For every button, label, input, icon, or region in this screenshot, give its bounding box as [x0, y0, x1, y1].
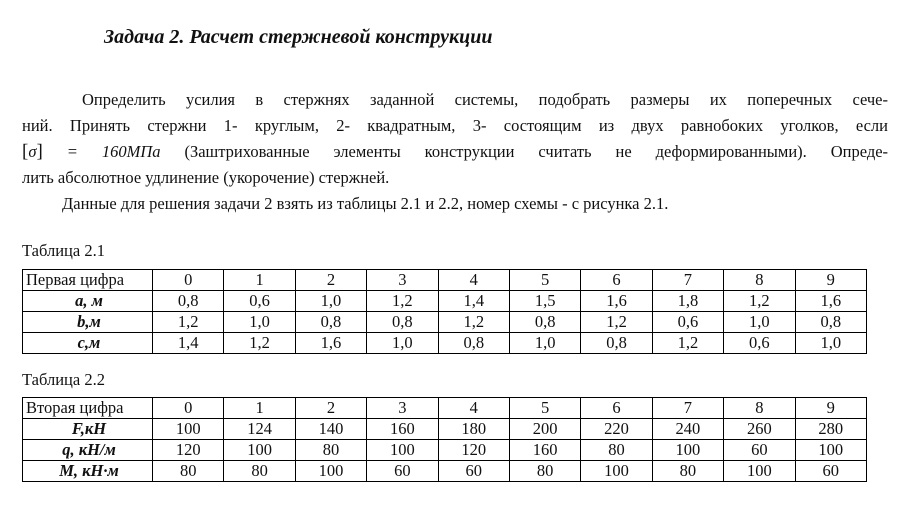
header-digit-cell: 2	[295, 270, 366, 291]
text-line: Данные для решения задачи 2 взять из таблицы 2.1 и 2.2, номер схемы - с рисунка 2.1.	[62, 194, 669, 213]
table-cell: 120	[438, 440, 509, 461]
table-cell: 100	[153, 419, 224, 440]
table-cell: 0,8	[795, 312, 866, 333]
table-row	[23, 291, 867, 312]
table-cell: 1,2	[581, 312, 652, 333]
table-cell: 1,6	[581, 291, 652, 312]
table-caption: Таблица 2.2	[22, 370, 105, 389]
table-cell: 100	[367, 440, 438, 461]
text-line: ний. Принять стержни 1- круглым, 2- квадратным, 3- состоящим из двух равнобоких уголков, если	[22, 116, 888, 135]
table-cell: 1,4	[438, 291, 509, 312]
row-label-cell: c,м	[23, 333, 153, 354]
table-cell: 1,0	[795, 333, 866, 354]
table-cell: 160	[367, 419, 438, 440]
header-digit-cell: 2	[295, 398, 366, 419]
text-line: Определить усилия в стержнях заданной системы, подобрать размеры их поперечных сече-	[82, 90, 888, 109]
header-digit-cell: 8	[724, 398, 795, 419]
table-cell: 100	[295, 461, 366, 482]
task-description	[22, 87, 888, 217]
text-line: лить абсолютное удлинение (укорочение) стержней.	[22, 168, 390, 187]
header-digit-cell: 4	[438, 270, 509, 291]
header-digit-cell: 6	[581, 398, 652, 419]
table-cell: 1,0	[509, 333, 580, 354]
header-digit-cell: 0	[153, 270, 224, 291]
header-digit-cell: 7	[652, 270, 723, 291]
table-cell: 80	[153, 461, 224, 482]
table-cell: 80	[509, 461, 580, 482]
table-cell: 1,2	[724, 291, 795, 312]
table-cell: 1,4	[153, 333, 224, 354]
table-cell: 1,6	[295, 333, 366, 354]
header-digit-cell: 1	[224, 270, 295, 291]
data-table-2-1	[22, 269, 867, 354]
row-label-cell: F,кН	[23, 419, 153, 440]
header-digit-cell: 7	[652, 398, 723, 419]
table-cell: 0,6	[652, 312, 723, 333]
header-digit-cell: 9	[795, 270, 866, 291]
header-digit-cell: 3	[367, 270, 438, 291]
table-cell: 0,6	[724, 333, 795, 354]
table-cell: 0,8	[367, 312, 438, 333]
table-cell: 60	[367, 461, 438, 482]
table-cell: 80	[652, 461, 723, 482]
text-line-with-formula	[22, 139, 888, 165]
table-cell: 80	[295, 440, 366, 461]
data-table-2-2	[22, 397, 867, 482]
table-cell: 1,0	[224, 312, 295, 333]
stress-formula: [σ] = 160МПа	[22, 141, 161, 162]
table-cell: 180	[438, 419, 509, 440]
table-cell: 100	[652, 440, 723, 461]
table-cell: 0,6	[224, 291, 295, 312]
table-cell: 60	[724, 440, 795, 461]
header-digit-cell: 8	[724, 270, 795, 291]
table-header-row	[23, 398, 867, 419]
header-digit-cell: 6	[581, 270, 652, 291]
table-cell: 160	[509, 440, 580, 461]
table-cell: 1,6	[795, 291, 866, 312]
table-row	[23, 461, 867, 482]
stress-value: = 160МПа	[66, 142, 161, 161]
row-label-cell: M, кН·м	[23, 461, 153, 482]
table-cell: 1,5	[509, 291, 580, 312]
table-cell: 1,8	[652, 291, 723, 312]
header-digit-cell: 3	[367, 398, 438, 419]
table-cell: 1,2	[438, 312, 509, 333]
table-cell: 100	[724, 461, 795, 482]
header-label-cell: Вторая цифра	[23, 398, 153, 419]
header-digit-cell: 9	[795, 398, 866, 419]
table-header-row	[23, 270, 867, 291]
table-cell: 140	[295, 419, 366, 440]
header-digit-cell: 1	[224, 398, 295, 419]
page-title: Задача 2. Расчет стержневой конструкции	[104, 26, 493, 48]
text-fragment: (Заштрихованные элементы конструкции считать не деформированными). Опреде-	[184, 142, 889, 161]
header-digit-cell: 5	[509, 398, 580, 419]
table-cell: 0,8	[581, 333, 652, 354]
row-label-cell: b,м	[23, 312, 153, 333]
table-cell: 120	[153, 440, 224, 461]
table-cell: 1,2	[367, 291, 438, 312]
sigma-symbol: σ	[28, 142, 37, 161]
header-digit-cell: 0	[153, 398, 224, 419]
table-cell: 80	[581, 440, 652, 461]
header-digit-cell: 4	[438, 398, 509, 419]
table-cell: 0,8	[509, 312, 580, 333]
table-cell: 0,8	[153, 291, 224, 312]
table-cell: 220	[581, 419, 652, 440]
table-cell: 100	[224, 440, 295, 461]
table-cell: 1,0	[724, 312, 795, 333]
table-cell: 100	[795, 440, 866, 461]
table-caption: Таблица 2.1	[22, 241, 105, 260]
table-cell: 1,0	[367, 333, 438, 354]
table-cell: 280	[795, 419, 866, 440]
header-digit-cell: 5	[509, 270, 580, 291]
table-cell: 200	[509, 419, 580, 440]
table-cell: 0,8	[295, 312, 366, 333]
table-cell: 260	[724, 419, 795, 440]
table-cell: 0,8	[438, 333, 509, 354]
table-cell: 100	[581, 461, 652, 482]
header-label-cell: Первая цифра	[23, 270, 153, 291]
table-row	[23, 440, 867, 461]
row-label-cell: a, м	[23, 291, 153, 312]
table-cell: 124	[224, 419, 295, 440]
table-cell: 80	[224, 461, 295, 482]
table-row	[23, 419, 867, 440]
table-cell: 1,0	[295, 291, 366, 312]
table-cell: 60	[795, 461, 866, 482]
table-cell: 60	[438, 461, 509, 482]
table-row	[23, 333, 867, 354]
table-cell: 1,2	[153, 312, 224, 333]
table-cell: 1,2	[224, 333, 295, 354]
table-row	[23, 312, 867, 333]
row-label-cell: q, кН/м	[23, 440, 153, 461]
table-cell: 1,2	[652, 333, 723, 354]
table-cell: 240	[652, 419, 723, 440]
